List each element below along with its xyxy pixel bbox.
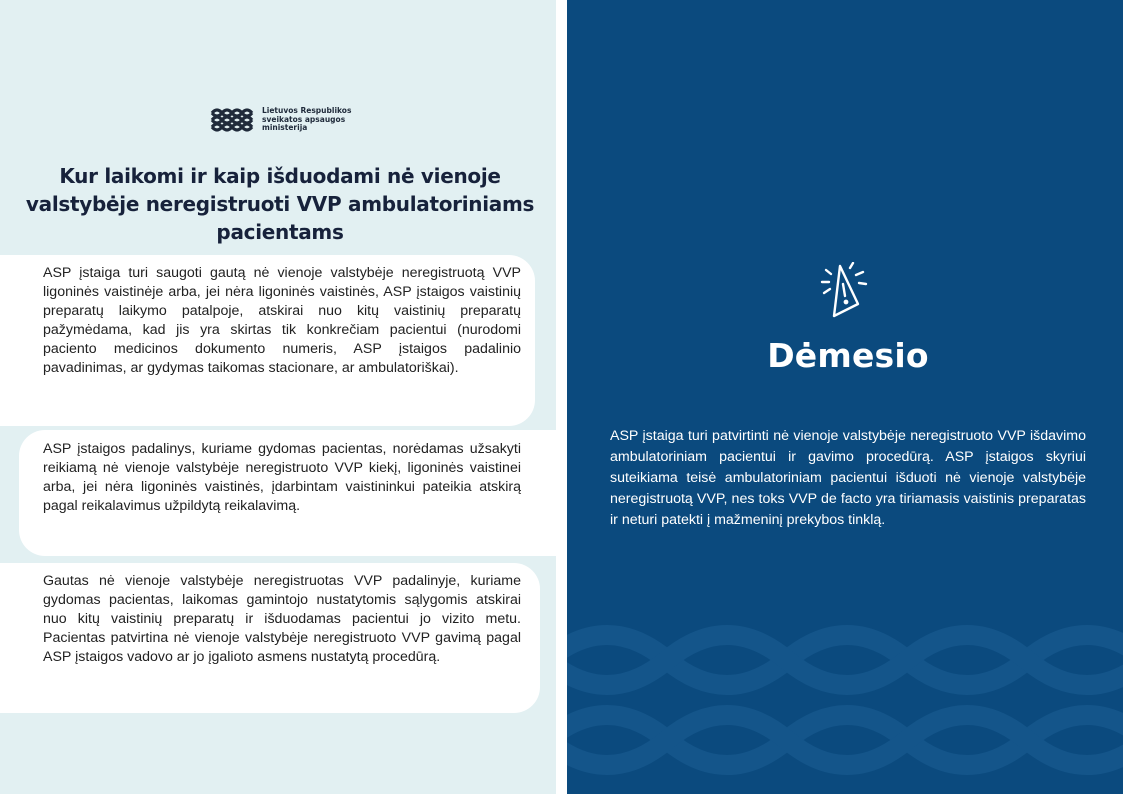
- page-divider: [556, 0, 567, 794]
- right-panel: [567, 0, 1123, 794]
- step-card-1: [0, 255, 535, 426]
- chain-pattern-decoration: [567, 620, 1123, 794]
- warning-sparkle-icon: [818, 262, 874, 320]
- page-title: Kur laikomi ir kaip išduodami nė vienoje valstybėje neregistruoti VVP ambulatoriniams pacientams: [25, 164, 535, 244]
- attention-text: ASP įstaiga turi patvirtinti nė vienoje valstybėje neregistruoto VVP išdavimo ambulatoriniam pacientui ir gavimo procedūrą. ASP įstaigos skyriui suteikiama teisė ambulatoriniam pacientui išduoti nė vienoje valstybėje neregistruotą VVP, nes toks VVP de facto yra tiriamasis vaistinis preparatas ir neturi patekti į mažmeninį prekybos tinklą.: [610, 428, 1086, 528]
- ministry-emblem-icon: [210, 105, 256, 135]
- step-card-3: [0, 563, 540, 713]
- step-card-2: [19, 430, 556, 556]
- step-text-1: ASP įstaiga turi saugoti gautą nė vienoje valstybėje neregistruotą VVP ligoninės vaistinėje arba, jei nėra ligoninės vaistinės, ASP įstaigos vaistinių preparatų laikymo patalpoje, atskirai nuo kitų vaistinių preparatų pažymėdama, kad jis yra skirtas tik konkrečiam pacientui (nurodomi paciento medicinos dokumento numeris, ASP įstaigos padalinio pavadinimas, ar gydymas taikomas stacionare, ar ambulatoriškai).: [43, 265, 521, 376]
- attention-title: Dėmesio: [767, 336, 929, 375]
- ministry-logo: [210, 104, 351, 136]
- step-text-3: Gautas nė vienoje valstybėje neregistruotas VVP padalinyje, kuriame gydomas pacientas, laikomas gamintojo nustatytomis sąlygomis atskirai nuo kitų vaistinių preparatų ir išduodamas pacientui jo vizito metu. Pacientas patvirtina nė vienoje valstybėje neregistruoto VVP gavimą pagal ASP įstaigos vadovo ar jo įgalioto asmens nustatytą procedūrą.: [43, 573, 521, 665]
- step-text-2: ASP įstaigos padalinys, kuriame gydomas pacientas, norėdamas užsakyti reikiamą nė vienoje valstybėje neregistruoto VVP kiekį, ligoninės vaistinei arba, jei nėra ligoninės vaistinės, įdarbintam vaistininkui pateikia atskirą pagal reikalavimus užpildytą reikalavimą.: [43, 441, 521, 514]
- left-panel: [0, 0, 556, 794]
- ministry-name: Lietuvos Respublikos sveikatos apsaugos ministerija: [262, 106, 352, 133]
